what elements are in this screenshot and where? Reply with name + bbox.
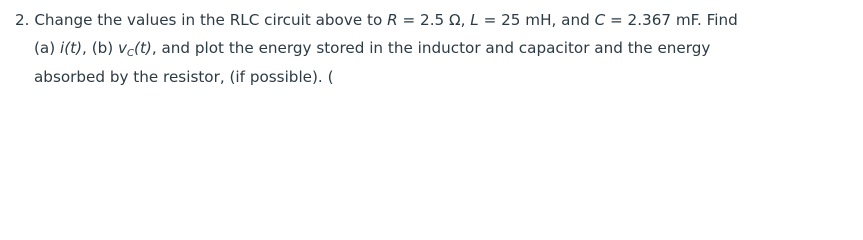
capacitance-value: = 2.367 mF. Find	[605, 11, 738, 29]
voltage-symbol: v	[118, 39, 128, 57]
problem-line-1	[15, 7, 738, 33]
inductance-symbol: L	[470, 11, 479, 29]
capacitance-symbol: C	[594, 11, 606, 29]
current-symbol: i	[60, 39, 65, 57]
part-a-label: (a)	[34, 39, 60, 57]
current-argument: (t)	[64, 39, 83, 57]
problem-line-2	[34, 35, 710, 61]
voltage-argument: (t)	[134, 39, 152, 57]
resistance-value: = 2.5 Ω,	[397, 11, 471, 29]
part-b-label: , (b)	[82, 39, 119, 57]
resistance-symbol: R	[387, 11, 398, 29]
problem-line-2-rest: , and plot the energy stored in the inductor and capacitor and the energy	[151, 39, 711, 57]
inductance-value: = 25 mH, and	[478, 11, 595, 29]
problem-number: 2.	[15, 11, 30, 29]
problem-intro-text: Change the values in the RLC circuit above to	[34, 11, 388, 29]
problem-line-3	[34, 64, 334, 90]
voltage-subscript: C	[127, 48, 135, 59]
problem-line-3-text: absorbed by the resistor, (if possible). (	[34, 68, 334, 86]
